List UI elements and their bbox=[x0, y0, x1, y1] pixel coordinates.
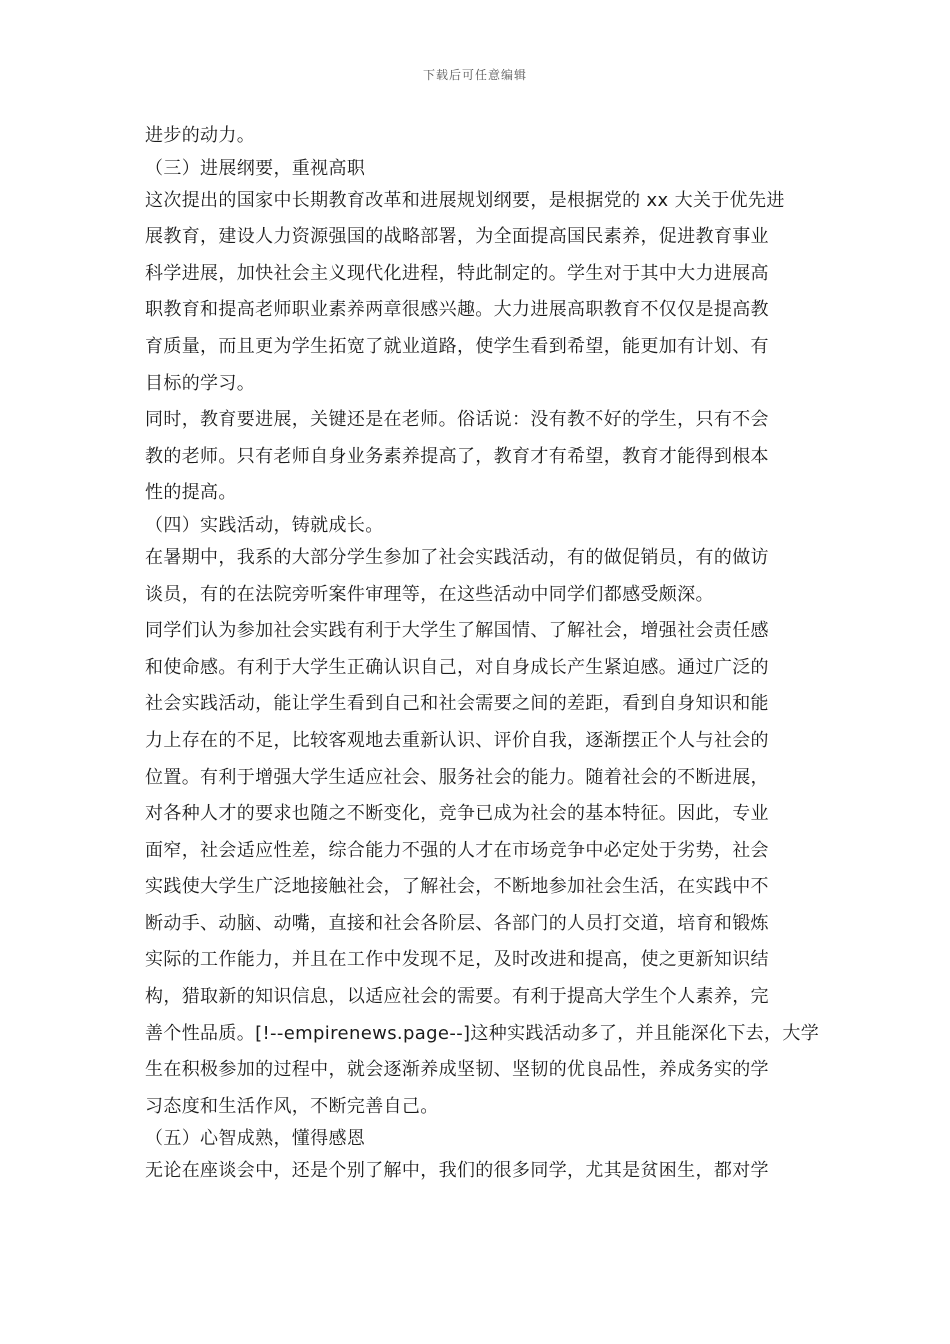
document-body bbox=[145, 118, 820, 1190]
text-line: 实际的工作能力，并且在工作中发现不足，及时改进和提高，使之更新知识结 bbox=[145, 949, 769, 971]
section-heading: （三）进展纲要，重视高职 bbox=[145, 157, 366, 179]
text-line: 无论在座谈会中，还是个别了解中，我们的很多同学，尤其是贫困生，都对学 bbox=[145, 1160, 769, 1182]
text-line: 社会实践活动，能让学生看到自己和社会需要之间的差距，看到自身知识和能 bbox=[145, 693, 769, 715]
text-line: 实践使大学生广泛地接触社会，了解社会，不断地参加社会生活，在实践中不 bbox=[145, 876, 769, 898]
section-heading: （四）实践活动，铸就成长。 bbox=[145, 514, 384, 536]
text-line: 位置。有利于增强大学生适应社会、服务社会的能力。随着社会的不断进展， bbox=[145, 766, 769, 788]
text-line: 构，猎取新的知识信息，以适应社会的需要。有利于提高大学生个人素养，完 bbox=[145, 986, 769, 1008]
text-line: 同学们认为参加社会实践有利于大学生了解国情、了解社会，增强社会责任感 bbox=[145, 620, 769, 642]
text-line: 习态度和生活作风，不断完善自己。 bbox=[145, 1095, 439, 1117]
text-line: 断动手、动脑、动嘴，直接和社会各阶层、各部门的人员打交道，培育和锻炼 bbox=[145, 912, 769, 934]
text-line: 力上存在的不足，比较客观地去重新认识、评价自我，逐渐摆正个人与社会的 bbox=[145, 729, 769, 751]
text-line: 生在积极参加的过程中，就会逐渐养成坚韧、坚韧的优良品性，养成务实的学 bbox=[145, 1059, 769, 1081]
text-line: 谈员，有的在法院旁听案件审理等，在这些活动中同学们都感受颇深。 bbox=[145, 583, 714, 605]
text-line: 在暑期中，我系的大部分学生参加了社会实践活动，有的做促销员，有的做访 bbox=[145, 546, 769, 568]
text-line: 职教育和提高老师职业素养两章很感兴趣。大力进展高职教育不仅仅是提高教 bbox=[145, 299, 769, 321]
text-line: 教的老师。只有老师自身业务素养提高了，教育才有希望，教育才能得到根本 bbox=[145, 445, 769, 467]
text-line: 展教育，建设人力资源强国的战略部署，为全面提高国民素养，促进教育事业 bbox=[145, 226, 769, 248]
text-line: 目标的学习。 bbox=[145, 372, 256, 394]
text-line: 进步的动力。 bbox=[145, 125, 256, 146]
text-line: 同时，教育要进展，关键还是在老师。俗话说：没有教不好的学生，只有不会 bbox=[145, 409, 769, 431]
text-line: 善个性品质。[!--empirenews.page--]这种实践活动多了，并且能深化下去，大学 bbox=[145, 1022, 820, 1044]
text-line: 科学进展，加快社会主义现代化进程，特此制定的。学生对于其中大力进展高 bbox=[145, 262, 769, 284]
header-note: 下载后可任意编辑 bbox=[422, 68, 527, 82]
text-line: 对各种人才的要求也随之不断变化，竞争已成为社会的基本特征。因此，专业 bbox=[145, 803, 769, 825]
text-line: 育质量，而且更为学生拓宽了就业道路，使学生看到希望，能更加有计划、有 bbox=[145, 335, 769, 357]
text-line: 性的提高。 bbox=[145, 482, 237, 504]
section-heading: （五）心智成熟，懂得感恩 bbox=[145, 1128, 366, 1150]
text-line: 这次提出的国家中长期教育改革和进展规划纲要，是根据党的 xx 大关于优先进 bbox=[145, 189, 785, 211]
text-line: 和使命感。有利于大学生正确认识自己，对自身成长产生紧迫感。通过广泛的 bbox=[145, 656, 769, 678]
text-line: 面窄，社会适应性差，综合能力不强的人才在市场竞争中必定处于劣势，社会 bbox=[145, 839, 769, 861]
